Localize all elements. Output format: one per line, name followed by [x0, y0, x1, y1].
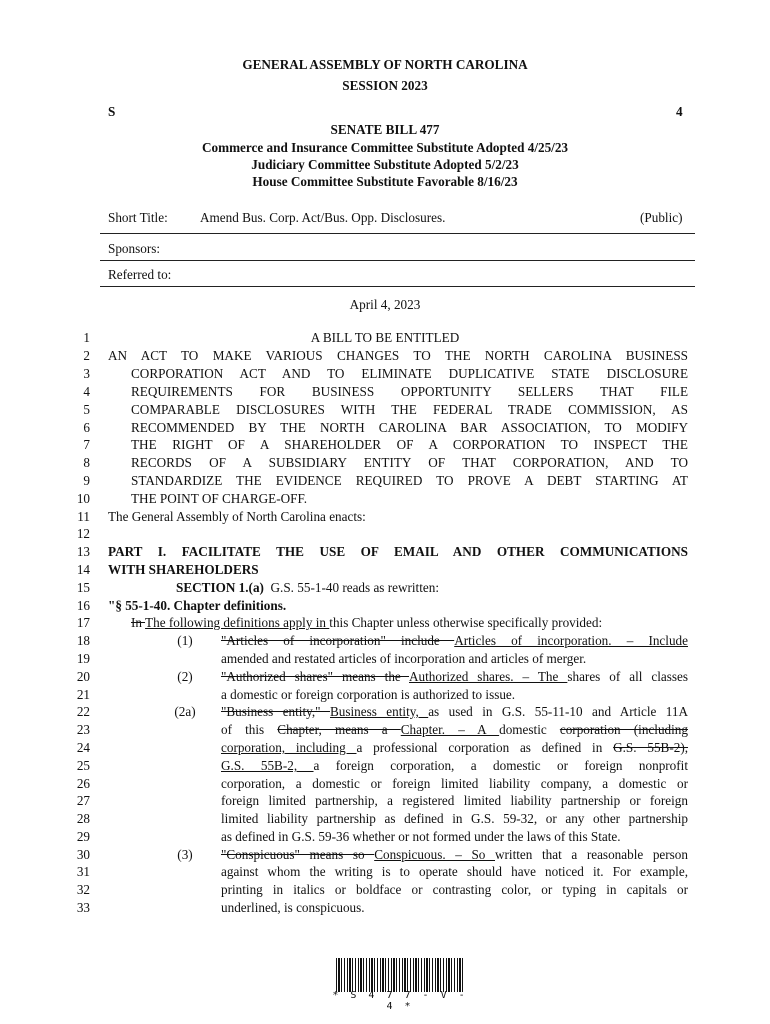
plain-text: written that a reasonable person — [495, 847, 688, 862]
title-line: THE RIGHT OF A SHAREHOLDER OF A CORPORATION TO INSPECT THE — [131, 437, 688, 452]
title-line: RECORDS OF A SUBSIDIARY ENTITY OF THAT CORPORATION, AND TO — [131, 455, 688, 470]
definition-line — [221, 633, 688, 649]
title-line: COMPARABLE DISCLOSURES WITH THE FEDERAL TRADE COMMISSION, AS — [131, 402, 688, 417]
line-number: 9 — [83, 473, 90, 488]
definition-line: as defined in G.S. 59-36 whether or not formed under the laws of this State. — [221, 829, 621, 844]
definition-line: limited liability partnership as defined in G.S. 59-32, or any other partnership — [221, 811, 688, 826]
history-line-3: House Committee Substitute Favorable 8/16/23 — [252, 174, 518, 189]
public-label: (Public) — [640, 210, 683, 225]
plain-text: as used in G.S. 55-11-10 and Article 11A — [428, 704, 689, 719]
line-number: 10 — [76, 491, 90, 506]
version-number: 4 — [676, 104, 683, 119]
inserted-text: Articles of incorporation. – Include — [454, 633, 688, 648]
line-number: 8 — [83, 455, 90, 470]
deleted-text: "Business entity," — [221, 704, 330, 719]
line-number: 1 — [83, 330, 90, 345]
definition-number: (2) — [177, 669, 193, 684]
chamber-letter: S — [108, 104, 116, 119]
intro-line — [131, 615, 602, 631]
line-number: 20 — [76, 669, 90, 684]
definition-line — [221, 740, 688, 756]
line-number: 14 — [76, 562, 90, 577]
deleted-text: G.S. 55B-2), — [613, 740, 689, 755]
part-heading: PART I. FACILITATE THE USE OF EMAIL AND OTHER COMMUNICATIONS — [108, 544, 688, 559]
statute-heading: "§ 55-1-40. Chapter definitions. — [108, 598, 287, 613]
short-title-label: Short Title: — [108, 210, 168, 225]
inserted-text: Chapter. – A — [400, 722, 500, 737]
line-number: 6 — [83, 420, 90, 435]
line-number: 4 — [83, 384, 90, 399]
definition-line — [221, 704, 688, 720]
line-number: 3 — [83, 366, 90, 381]
line-number: 13 — [76, 544, 90, 559]
title-line: AN ACT TO MAKE VARIOUS CHANGES TO THE NORTH CAROLINA BUSINESS — [108, 348, 688, 363]
barcode — [336, 958, 464, 992]
referred-label: Referred to: — [108, 267, 172, 282]
line-number: 19 — [76, 651, 90, 666]
entitled-heading: A BILL TO BE ENTITLED — [310, 330, 460, 345]
deleted-text: corporation (including — [559, 722, 688, 737]
definition-line — [221, 722, 688, 738]
line-number: 11 — [77, 509, 90, 524]
definition-number: (2a) — [174, 704, 196, 719]
line-number: 29 — [76, 829, 90, 844]
inserted-text: G.S. 55B-2, — [221, 758, 314, 773]
definition-line: against whom the writing is to operate should have noticed it. For example, — [221, 864, 688, 879]
bill-number: SENATE BILL 477 — [330, 122, 440, 137]
inserted-text: Business entity, — [329, 704, 429, 719]
line-number: 31 — [76, 864, 90, 879]
line-number: 27 — [76, 793, 90, 808]
line-number: 22 — [76, 704, 90, 719]
section-line — [176, 580, 439, 596]
barcode-text: * S 4 7 7 - V - 4 * — [332, 990, 468, 1012]
line-number: 12 — [76, 526, 90, 541]
line-number: 7 — [83, 437, 90, 452]
section-text: G.S. 55-1-40 reads as rewritten: — [270, 580, 439, 595]
assembly-heading: GENERAL ASSEMBLY OF NORTH CAROLINA — [242, 57, 528, 72]
plain-text: shares of all classes — [567, 669, 689, 684]
line-number: 23 — [76, 722, 90, 737]
line-number: 18 — [76, 633, 90, 648]
bill-date: April 4, 2023 — [349, 297, 421, 312]
line-number: 5 — [83, 402, 90, 417]
section-label: SECTION 1.(a) — [176, 580, 264, 595]
divider — [100, 286, 695, 287]
title-line: CORPORATION ACT AND TO ELIMINATE DUPLICATIVE STATE DISCLOSURE — [131, 366, 688, 381]
deleted-text: "Conspicuous" means so — [221, 847, 375, 862]
line-number: 17 — [76, 615, 90, 630]
title-line: REQUIREMENTS FOR BUSINESS OPPORTUNITY SELLERS THAT FILE — [131, 384, 688, 399]
divider — [100, 260, 695, 261]
session-heading: SESSION 2023 — [342, 78, 428, 93]
deleted-text: "Articles of incorporation" include — [221, 633, 455, 648]
history-line-1: Commerce and Insurance Committee Substitute Adopted 4/25/23 — [201, 140, 569, 155]
definition-line: corporation, a domestic or foreign limited liability company, a domestic or — [221, 776, 688, 791]
history-line-2: Judiciary Committee Substitute Adopted 5/2/23 — [251, 157, 519, 172]
definition-line: foreign limited partnership, a registered limited liability partnership or foreign — [221, 793, 688, 808]
definition-line — [221, 669, 688, 685]
line-number: 28 — [76, 811, 90, 826]
line-number: 15 — [76, 580, 90, 595]
line-number: 30 — [76, 847, 90, 862]
definition-number: (1) — [177, 633, 193, 648]
plain-text: this Chapter unless otherwise specifically provided: — [329, 615, 603, 630]
definition-line: amended and restated articles of incorporation and articles of merger. — [221, 651, 587, 666]
definition-line: printing in italics or boldface or contrasting color, or typing in capitals or — [221, 882, 688, 897]
inserted-text: Conspicuous. – So — [374, 847, 495, 862]
part-heading-cont: WITH SHAREHOLDERS — [108, 562, 259, 577]
deleted-text: Chapter, means a — [277, 722, 401, 737]
line-number: 2 — [83, 348, 90, 363]
line-number: 26 — [76, 776, 90, 791]
plain-text: of this — [221, 722, 278, 737]
line-number: 33 — [76, 900, 90, 915]
line-number: 25 — [76, 758, 90, 773]
definition-line: a domestic or foreign corporation is authorized to issue. — [221, 687, 516, 702]
divider — [100, 233, 695, 234]
title-line: RECOMMENDED BY THE NORTH CAROLINA BAR ASSOCIATION, TO MODIFY — [131, 420, 688, 435]
line-number: 32 — [76, 882, 90, 897]
inserted-text: corporation, including — [221, 740, 357, 755]
line-number: 24 — [76, 740, 90, 755]
title-line: STANDARDIZE THE EVIDENCE REQUIRED TO PROVE A DEBT STARTING AT — [131, 473, 688, 488]
line-number: 21 — [76, 687, 90, 702]
inserted-text: The following definitions apply in — [145, 615, 330, 630]
plain-text: domestic — [499, 722, 560, 737]
title-line: THE POINT OF CHARGE-OFF. — [131, 491, 308, 506]
inserted-text: Authorized shares. – The — [409, 669, 568, 684]
definition-number: (3) — [177, 847, 193, 862]
sponsors-label: Sponsors: — [108, 241, 161, 256]
deleted-text: "Authorized shares" means the — [221, 669, 410, 684]
short-title: Amend Bus. Corp. Act/Bus. Opp. Disclosures. — [200, 210, 446, 225]
enacting-clause: The General Assembly of North Carolina enacts: — [108, 509, 366, 524]
plain-text: a professional corporation as defined in — [356, 740, 614, 755]
deleted-text: In — [131, 615, 146, 630]
line-number: 16 — [76, 598, 90, 613]
definition-line — [221, 758, 688, 774]
definition-line: underlined, is conspicuous. — [221, 900, 365, 915]
definition-line — [221, 847, 688, 863]
plain-text: a foreign corporation, a domestic or foreign nonprofit — [313, 758, 688, 773]
